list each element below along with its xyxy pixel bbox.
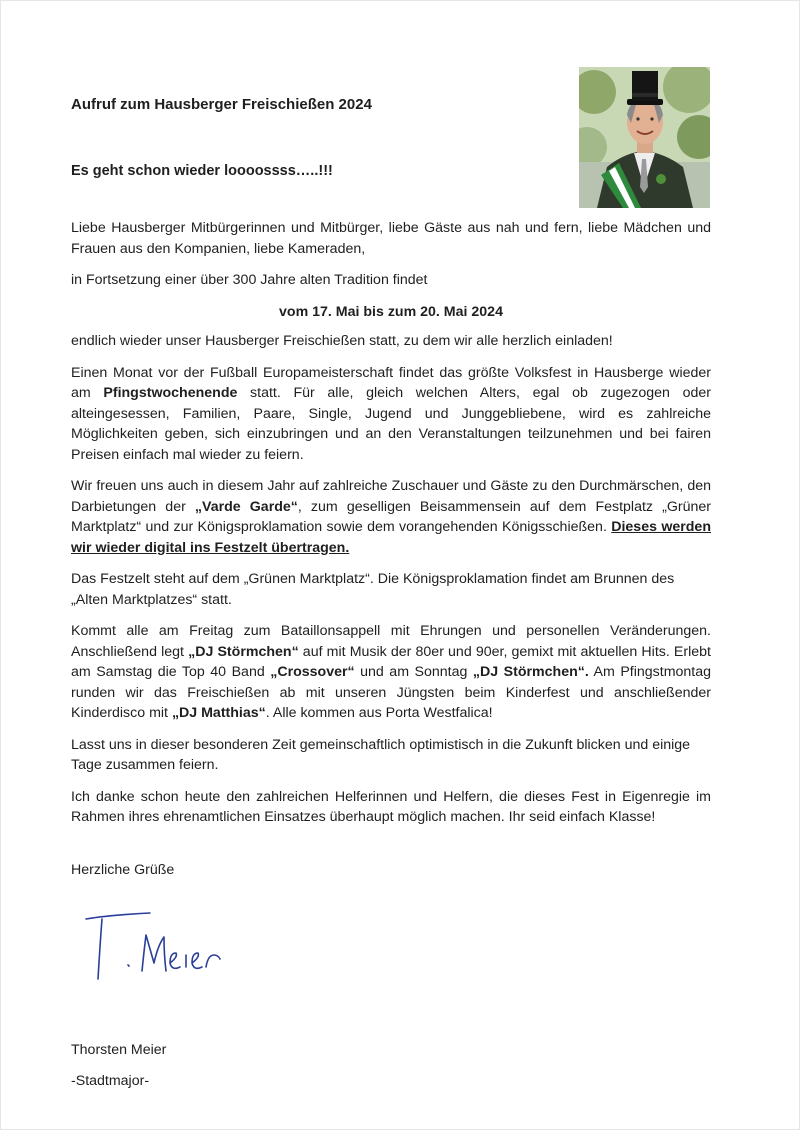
signer-name: Thorsten Meier [71,1042,167,1058]
highlight-digital-broadcast: Dieses werden wir wieder digital ins Festzelt übertragen. [71,519,711,556]
page-title: Aufruf zum Hausberger Freischießen 2024 [71,96,372,113]
highlight-varde-garde: „Varde Garde“ [194,498,298,515]
text-segment: statt. Für alle, gleich welchen Alters, egal ob zugezogen oder alteingesessen, Familien, Paare, Single, Jugend und Junggebliebene, wird es zahlreiche Möglichkeiten geben, sich einzubringen und an den Veranstaltungen teilzunehmen und bei fairen Preisen einfach mal wieder zu feiern. [71,385,711,463]
letter-paragraph-program [71,621,711,724]
text-segment: und am Sonntag [354,664,473,680]
text-segment: Am Pfingstmontag runden wir das Freischießen ab mit unseren Jüngsten beim Kinderfest und anschließender Kinderdisco mit [71,664,712,721]
text-segment: , zum geselligen Beisammensein auf dem Festplatz „Grüner Marktplatz“ und zur Königsproklamation sowie dem vorangehenden Königsschießen. [71,498,711,535]
letter-paragraph-audience [71,476,711,558]
text-segment: Kommt alle am Freitag zum Bataillonsappell mit Ehrungen und personellen Veränderungen. Anschließend legt [71,623,711,660]
text-segment: Wir freuen uns auch in diesem Jahr auf zahlreiche Zuschauer und Gäste zu den Durchmärschen, den Darbietungen der [71,478,711,515]
text-segment: Einen Monat vor der Fußball Europameisterschaft findet das größte Volksfest in Hausberge wieder am [71,364,711,401]
event-date-line: vom 17. Mai bis zum 20. Mai 2024 [279,303,503,320]
handwritten-signature [80,905,240,985]
text-segment: auf mit Musik der 80er und 90er, gemixt mit aktuellen Hits. Erlebt am Samstag die Top 40 Band [71,643,711,680]
letter-paragraph-together: Lasst uns in dieser besonderen Zeit gemeinschaftlich optimistisch in die Zukunft blicken und einige Tage zusammen feiern. [71,736,691,773]
letter-body [71,218,711,839]
letter-paragraph-locations: Das Festzelt steht auf dem „Grünen Marktplatz“. Die Königsproklamation findet am Brunnen des „Alten Marktplatzes“ statt. [71,571,675,608]
letter-paragraph-tradition: in Fortsetzung einer über 300 Jahre alten Tradition findet [71,272,428,288]
page-subtitle: Es geht schon wieder loooossss…..!!! [71,163,333,179]
closing-greeting: Herzliche Grüße [71,862,175,878]
signer-role: -Stadtmajor- [71,1073,150,1089]
letter-paragraph-thanks: Ich danke schon heute den zahlreichen Helferinnen und Helfern, die dieses Fest in Eigenregie im Rahmen ihres ehrenamtlichen Einsatzes überhaupt möglich machen. Ihr seid einfach Klasse! [71,788,711,825]
author-photo [579,67,710,208]
highlight-dj-matthias: „DJ Matthias“ [171,705,266,721]
text-segment: . Alle kommen aus Porta Westfalica! [265,705,493,721]
letter-paragraph-pentecost [71,363,711,466]
highlight-crossover: „Crossover“ [270,664,355,680]
highlight-dj-stoermchen: „DJ Störmchen“ [188,643,299,660]
highlight-dj-stoermchen-sunday: „DJ Störmchen“. [472,664,589,680]
letter-paragraph-invitation: endlich wieder unser Hausberger Freischießen statt, zu dem wir alle herzlich einladen! [71,333,613,349]
letter-paragraph-salutation: Liebe Hausberger Mitbürgerinnen und Mitbürger, liebe Gäste aus nah und fern, liebe Mädchen und Frauen aus den Kompanien, liebe Kameraden, [71,220,711,257]
highlight-pfingstwochenende: Pfingstwochenende [103,385,238,401]
